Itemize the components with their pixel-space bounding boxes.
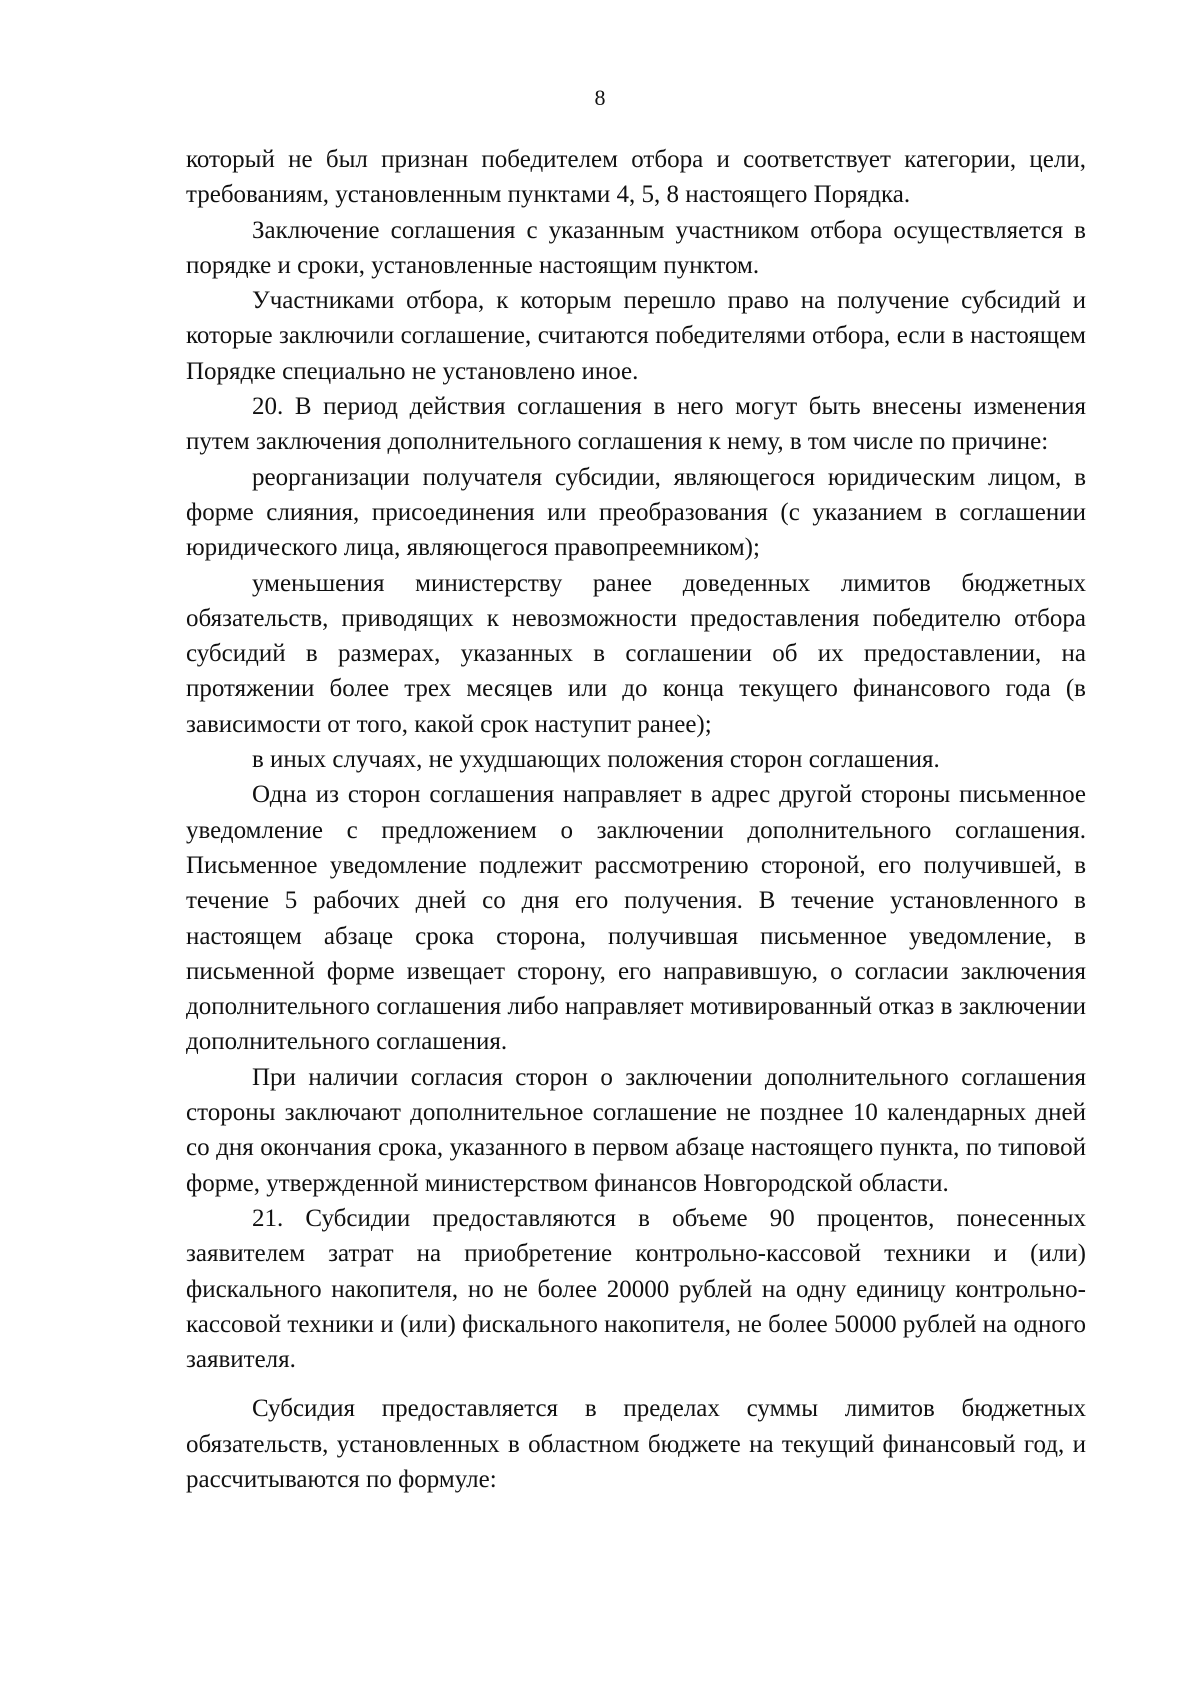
- paragraph: Одна из сторон соглашения направляет в адрес другой стороны письменное уведомление с предложением о заключении дополнительного соглашения. Письменное уведомление подлежит рассмотрению стороной, его получившей, в течение 5 рабочих дней со дня его получения. В течение установленного в настоящем абзаце срока сторона, получившая письменное уведомление, в письменной форме извещает сторону, его направившую, о согласии заключения дополнительного соглашения либо направляет мотивированный отказ в заключении дополнительного соглашения.: [186, 781, 1086, 1056]
- paragraph: Субсидия предоставляется в пределах суммы лимитов бюджетных обязательств, установленных в областном бюджете на текущий финансовый год, и рассчитываются по формуле:: [186, 1395, 1086, 1493]
- paragraph-list-item: реорганизации получателя субсидии, являющегося юридическим лицом, в форме слияния, присоединения или преобразования (с указанием в соглашении юридического лица, являющегося правопреемником);: [186, 463, 1086, 562]
- paragraph-clause-21: 21. Субсидии предоставляются в объеме 90 процентов, понесенных заявителем затрат на приобретение контрольно-кассовой техники и (или) фискального накопителя, но не более 20000 рублей на одну единицу контрольно-кассовой техники и (или) фискального накопителя, не более 50000 рублей на одного заявителя.: [186, 1204, 1086, 1374]
- page-number: 8: [594, 85, 606, 110]
- document-body: [186, 142, 1086, 1497]
- paragraph: Участниками отбора, к которым перешло право на получение субсидий и которые заключили соглашение, считаются победителями отбора, если в настоящем Порядке специально не установлено иное.: [186, 287, 1086, 385]
- paragraph: Заключение соглашения с указанным участником отбора осуществляется в порядке и сроки, установленные настоящим пунктом.: [186, 216, 1086, 279]
- paragraph-continuation: который не был признан победителем отбора и соответствует категории, цели, требованиям, установленным пунктами 4, 5, 8 настоящего Порядка.: [186, 146, 1086, 209]
- paragraph: При наличии согласия сторон о заключении дополнительного соглашения стороны заключают дополнительное соглашение не позднее 10 календарных дней со дня окончания срока, указанного в первом абзаце настоящего пункта, по типовой форме, утвержденной министерством финансов Новгородской области.: [186, 1063, 1086, 1197]
- paragraph-clause-20: 20. В период действия соглашения в него могут быть внесены изменения путем заключения дополнительного соглашения к нему, в том числе по причине:: [186, 393, 1086, 456]
- paragraph-list-item: уменьшения министерству ранее доведенных лимитов бюджетных обязательств, приводящих к невозможности предоставления победителю отбора субсидий в размерах, указанных в соглашении об их предоставлении, на протяжении более трех месяцев или до конца текущего финансового года (в зависимости от того, какой срок наступит ранее);: [186, 569, 1086, 738]
- paragraph-list-item: в иных случаях, не ухудшающих положения сторон соглашения.: [252, 746, 940, 774]
